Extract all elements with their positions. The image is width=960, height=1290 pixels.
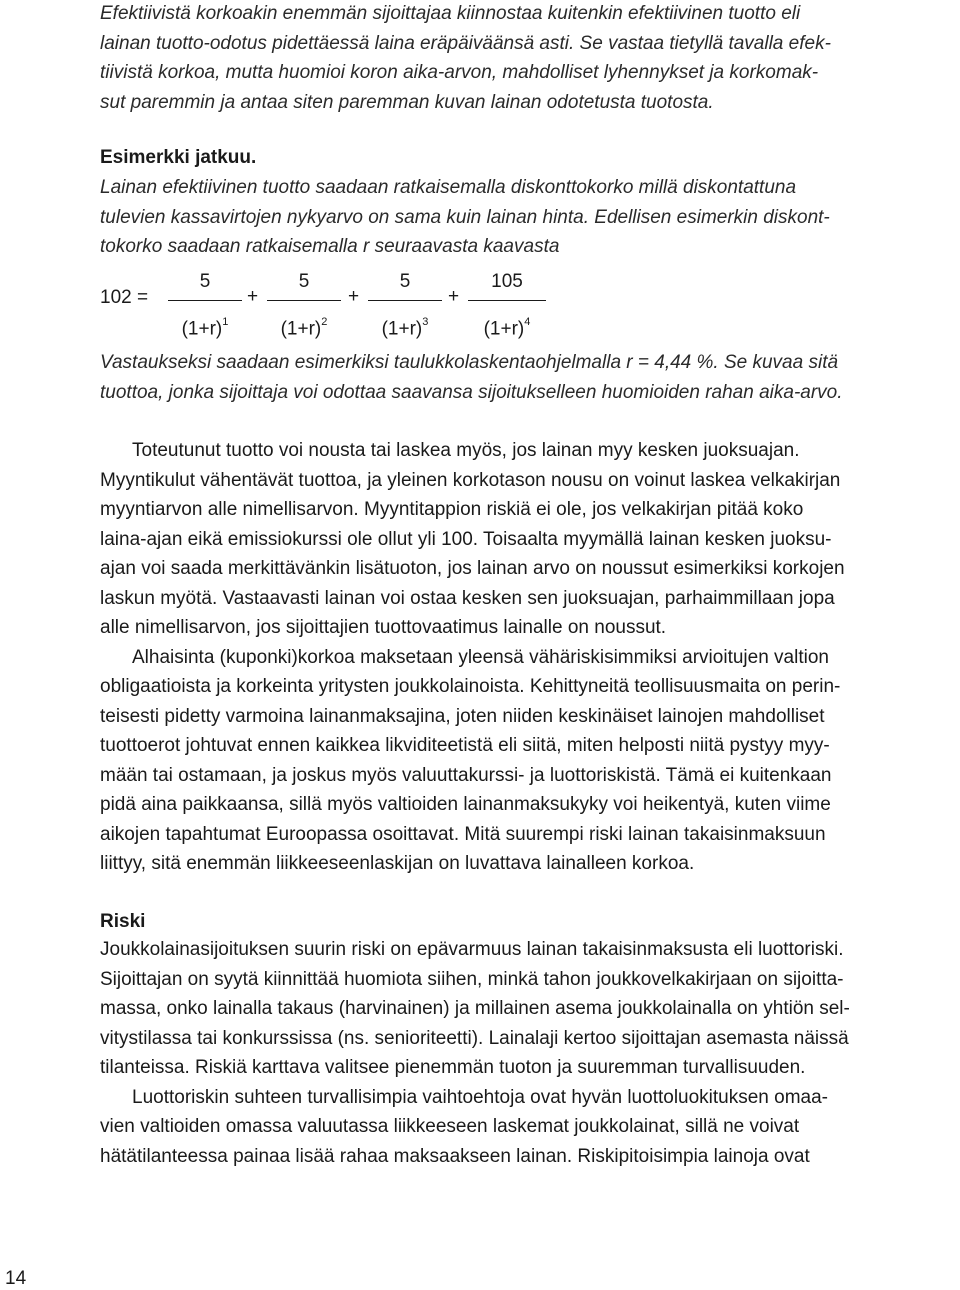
example-line: Lainan efektiivinen tuotto saadaan ratkaisemalla diskonttokorko millä diskontattuna (100, 177, 797, 198)
body-section (100, 436, 845, 879)
term-denominator: $(1+r)^4$ (483, 316, 531, 340)
body-line: myyntiarvon alle nimellisarvon. Myyntitappion riskiä ei ole, jos velkakirjan pitää koko (100, 499, 804, 520)
page-number: 14 (5, 1268, 27, 1289)
body-line: Myyntikulut vähentävät tuottoa, ja yleinen korkotason nousu on voinut laskea velkakirjan (100, 469, 841, 491)
intro-line: Efektiivistä korkoakin enemmän sijoittajaa kiinnostaa kuitenkin efektiivinen tuotto eli (100, 3, 801, 24)
intro-paragraph (100, 0, 831, 117)
body-line: massa, onko lainalla takaus (harvinainen) ja millainen asema joukkolainalla on yhtiön sel- (100, 998, 850, 1019)
term-denominator: $(1+r)^2$ (280, 316, 328, 340)
body-line: vitystilassa tai konkurssissa (ns. senioriteetti). Lainalaji kertoo sijoittajan asemasta näissä (100, 1027, 849, 1049)
body-line: Alhaisinta (kuponki)korkoa maksetaan yleensä vähäriskisimmiksi arvioitujen valtion (132, 646, 829, 668)
body-line: pidä aina paikkaansa, sillä myös valtioiden lainanmaksukyky voi heikentyä, kuten viime (100, 794, 831, 815)
section-heading-riski: Riski (100, 911, 146, 932)
fraction-bar (468, 300, 546, 301)
body-line: laskun myötä. Vastaavasti lainan voi ostaa kesken sen juoksuajan, parhaimmillaan jopa (100, 587, 835, 609)
term-denominator: $(1+r)^3$ (381, 316, 429, 340)
term-numerator: 5 (199, 271, 211, 292)
body-line: ajan voi saada merkittävänkin lisätuoton, jos lainan arvo on noussut esimerkiksi korkojen (100, 558, 845, 579)
term-numerator: 105 (491, 271, 523, 292)
term-denominator: $(1+r)^1$ (181, 316, 229, 340)
body-line: obligaatioista ja korkeinta yritysten joukkolainoista. Kehittyneitä teollisuusmaita on perin- (100, 676, 841, 697)
body-line: Joukkolainasijoituksen suurin riski on epävarmuus lainan takaisinmaksusta eli luottoriski. (100, 939, 844, 960)
intro-line: sut paremmin ja antaa siten paremman kuvan lainan odotetusta tuotosta. (100, 91, 714, 113)
intro-line: lainan tuotto-odotus pidettäessä laina eräpäiväänsä asti. Se vastaa tietyllä tavalla efek- (100, 32, 831, 54)
example-heading: Esimerkki jatkuu. (100, 147, 257, 168)
fraction-bar (368, 300, 442, 301)
example-line: tokorko saadaan ratkaisemalla r seuraavasta kaavasta (100, 236, 560, 257)
body-line: vien valtioiden omassa valuutassa liikkeeseen laskemat joukkolainat, sillä ne voivat (100, 1116, 800, 1137)
result-paragraph (100, 348, 843, 407)
term-numerator: 5 (399, 271, 411, 292)
example-line: tulevien kassavirtojen nykyarvo on sama kuin lainan hinta. Edellisen esimerkin diskont- (100, 206, 830, 228)
example-paragraph (100, 173, 830, 262)
body-line: tilanteissa. Riskiä karttava valitsee pienemmän tuoton ja suuremman turvallisuuden. (100, 1057, 806, 1078)
plus-sign: + (247, 286, 259, 307)
body-line: Sijoittajan on syytä kiinnittää huomiota siihen, minkä tahon joukkovelkakirjaan on sijoitta- (100, 968, 844, 990)
formula-lhs: 102 = (100, 287, 149, 308)
formula-term (368, 267, 442, 339)
body-line: Luottoriskin suhteen turvallisimpia vaihtoehtoja ovat hyvän luottoluokituksen omaa- (132, 1086, 829, 1108)
body-line: Toteutunut tuotto voi nousta tai laskea myös, jos lainan myy kesken juoksuajan. (132, 440, 800, 461)
body-line: hätätilanteessa painaa lisää rahaa maksaakseen lainan. Riskipitoisimpia lainoja ovat (100, 1145, 810, 1167)
body-line: teisesti pidetty varmoina lainanmaksajina, joten niiden keskinäiset lainojen mahdolliset (100, 705, 825, 727)
body-line: aikojen tapahtumat Euroopassa osoittavat. Mitä suurempi riski lainan takaisinmaksuun (100, 823, 826, 845)
fraction-bar (168, 300, 242, 301)
body-line: mään tai ostamaan, ja joskus myös valuuttakurssi- ja luottoriskistä. Tämä ei kuitenkaan (100, 764, 832, 786)
body-line: tuottoerot johtuvat ennen kaikkea likviditeetistä eli siitä, miten helposti niitä pystyy myy- (100, 735, 830, 756)
fraction-bar (267, 300, 341, 301)
riski-section (100, 935, 850, 1171)
result-line: tuottoa, jonka sijoittaja voi odottaa saavansa sijoitukselleen huomioiden rahan aika-arvo. (100, 381, 843, 403)
intro-line: tiivistä korkoa, mutta huomioi koron aika-arvon, mahdolliset lyhennykset ja korkomak- (100, 62, 819, 83)
body-line: liittyy, sitä enemmän liikkeeseenlaskijan on luvattava lainalleen korkoa. (100, 853, 695, 874)
plus-sign: + (348, 286, 360, 307)
formula-term (168, 267, 242, 339)
formula-term (468, 267, 546, 339)
plus-sign: + (448, 286, 460, 307)
term-numerator: 5 (298, 271, 310, 292)
formula-term (267, 267, 341, 339)
body-line: alle nimellisarvon, jos sijoittajien tuottovaatimus lainalle on noussut. (100, 617, 667, 638)
yield-formula (100, 267, 560, 347)
result-line: Vastaukseksi saadaan esimerkiksi taulukkolaskentaohjelmalla r = 4,44 %. Se kuvaa sitä (100, 352, 839, 373)
body-line: laina-ajan eikä emissiokurssi ole ollut yli 100. Toisaalta myymällä lainan kesken juoksu- (100, 528, 832, 550)
